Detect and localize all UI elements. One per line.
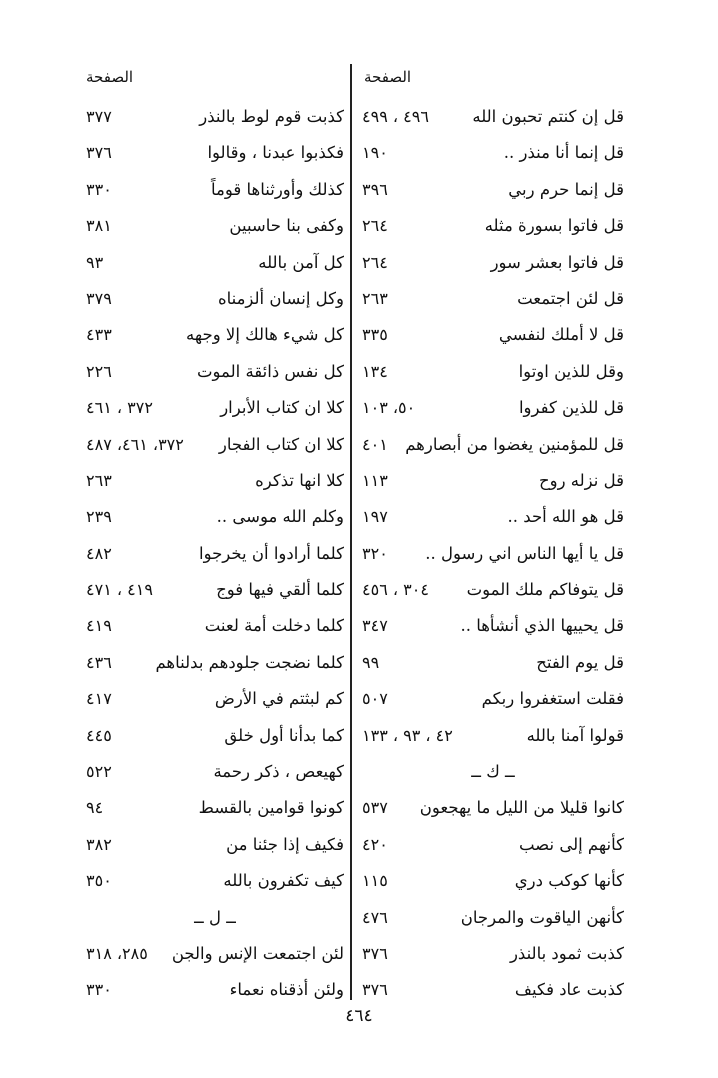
index-entry [362, 285, 624, 321]
entry-phrase: قل إنما أنا منذر .. [503, 143, 624, 163]
entry-phrase: وكل إنسان ألزمناه [217, 288, 344, 308]
entry-phrase: كونوا قوامين بالقسط [198, 798, 344, 818]
left-column-header: الصفحة [86, 68, 134, 86]
entry-phrase: قل فاتوا بعشر سور [490, 252, 624, 272]
entry-phrase: كذبت عاد فكيف [514, 980, 624, 1000]
entry-page-ref: ٣٨٢ [86, 834, 112, 854]
index-entry [86, 867, 344, 903]
index-entry [86, 467, 344, 503]
section-letter: ــ ل ــ [194, 907, 236, 927]
entry-phrase: كذبت قوم لوط بالنذر [199, 107, 344, 126]
entry-phrase: كل آمن بالله [258, 252, 344, 272]
entry-phrase: وقل للذين اوتوا [518, 361, 624, 381]
section-letter-heading [362, 758, 624, 794]
index-entry [362, 612, 624, 648]
entry-page-ref: ١٩٧ [362, 507, 388, 527]
entry-page-ref: ٤٢ ، ٩٣ ، ١٣٣ [362, 725, 453, 745]
index-entry [362, 249, 624, 285]
index-entry [86, 394, 344, 430]
entry-page-ref: ٢٦٣ [86, 470, 112, 490]
entry-phrase: كأنها كوكب دري [514, 871, 624, 891]
entry-page-ref: ٤٤٥ [86, 725, 112, 745]
entry-page-ref: ٣٠٤ ، ٤٥٦ [362, 580, 429, 600]
entry-phrase: قل يوم الفتح [536, 652, 624, 672]
entry-phrase: قولوا آمنا بالله [526, 725, 624, 745]
entry-page-ref: ٣٢٠ [362, 543, 388, 563]
index-entry [362, 139, 624, 175]
entry-phrase: كهيعص ، ذكر رحمة [213, 762, 344, 782]
entry-phrase: كذلك وأورثناها قوماً [210, 179, 344, 199]
entry-page-ref: ٢٢٦ [86, 361, 112, 381]
entry-page-ref: ٩٣ [86, 252, 104, 272]
entry-page-ref: ٤١٩ ، ٤٧١ [86, 580, 153, 600]
entry-phrase: كأنهم إلى نصب [518, 834, 624, 854]
entry-page-ref: ٥٠، ١٠٣ [362, 398, 416, 418]
entry-phrase: فكذبوا عبدنا ، وقالوا [207, 143, 344, 163]
entry-page-ref: ١١٣ [362, 470, 388, 490]
entry-page-ref: ٢٣٩ [86, 507, 112, 527]
index-entry [362, 940, 624, 976]
index-entry [362, 103, 624, 139]
index-entry [86, 758, 344, 794]
entry-phrase: ولئن أذقناه نعماء [229, 980, 344, 1000]
entry-page-ref: ٥٣٧ [362, 798, 388, 818]
index-entry [362, 794, 624, 830]
entry-page-ref: ١٣٤ [362, 361, 388, 381]
entry-page-ref: ٢٦٣ [362, 288, 388, 308]
entry-phrase: كيف تكفرون بالله [223, 871, 344, 891]
entry-phrase: قل يتوفاكم ملك الموت [466, 580, 624, 600]
index-entry [362, 467, 624, 503]
index-entry [86, 685, 344, 721]
index-entry [362, 431, 624, 467]
entry-phrase: قل يا أيها الناس اني رسول .. [425, 543, 624, 563]
index-entry [86, 321, 344, 357]
left-index-column [86, 103, 344, 1013]
column-divider [350, 64, 352, 1000]
index-entry [86, 212, 344, 248]
entry-phrase: كما بدأنا أول خلق [224, 725, 344, 745]
entry-phrase: كانوا قليلا من الليل ما يهجعون [419, 798, 624, 818]
entry-page-ref: ٣٧٩ [86, 288, 112, 308]
entry-phrase: قل لا أملك لنفسي [498, 325, 624, 345]
entry-phrase: كلما أرادوا أن يخرجوا [198, 543, 344, 563]
entry-page-ref: ٤٠١ [362, 434, 388, 454]
entry-page-ref: ٣٧٧ [86, 107, 112, 126]
index-entry [86, 103, 344, 139]
index-entry [86, 285, 344, 321]
index-entry [362, 831, 624, 867]
index-entry [362, 212, 624, 248]
index-entry [362, 176, 624, 212]
entry-page-ref: ٤٩٦ ، ٤٩٩ [362, 107, 429, 126]
index-entry [362, 867, 624, 903]
entry-phrase: قل للذين كفروا [518, 398, 624, 418]
entry-page-ref: ٣٧٢ ، ٤٦١ [86, 398, 153, 418]
index-entry [362, 722, 624, 758]
entry-phrase: كذبت ثمود بالنذر [509, 943, 624, 963]
index-entry [86, 576, 344, 612]
entry-page-ref: ٣٧٦ [362, 980, 388, 1000]
entry-page-ref: ٩٩ [362, 652, 380, 672]
index-entry [362, 540, 624, 576]
index-entry [362, 904, 624, 940]
entry-phrase: قل نزله روح [538, 470, 624, 490]
index-entry [86, 794, 344, 830]
index-entry [86, 722, 344, 758]
index-entry [362, 394, 624, 430]
entry-page-ref: ٤٧٦ [362, 907, 388, 927]
entry-phrase: كم لبثتم في الأرض [214, 689, 344, 709]
entry-phrase: كل شيء هالك إلا وجهه [186, 325, 344, 345]
entry-page-ref: ٤٨٢ [86, 543, 112, 563]
index-entry [86, 358, 344, 394]
entry-page-ref: ٣٧٢، ٤٦١، ٤٨٧ [86, 434, 184, 454]
entry-phrase: قل إن كنتم تحبون الله [472, 107, 624, 126]
entry-page-ref: ٣٥٠ [86, 871, 112, 891]
entry-page-ref: ٤١٧ [86, 689, 112, 709]
entry-page-ref: ٩٤ [86, 798, 104, 818]
entry-page-ref: ١٩٠ [362, 143, 388, 163]
index-entry [362, 503, 624, 539]
index-entry [86, 249, 344, 285]
entry-phrase: قل فاتوا بسورة مثله [484, 216, 624, 236]
entry-phrase: كلما نضجت جلودهم بدلناهم [155, 652, 344, 672]
entry-phrase: قل هو الله أحد .. [507, 507, 624, 527]
entry-page-ref: ٥٢٢ [86, 762, 112, 782]
entry-phrase: كلا ان كتاب الأبرار [220, 398, 344, 418]
entry-page-ref: ٣٤٧ [362, 616, 388, 636]
entry-page-ref: ٣٨١ [86, 216, 112, 236]
page-number: ٤٦٤ [345, 1006, 373, 1026]
entry-phrase: وكلم الله موسى .. [216, 507, 344, 527]
right-column-header: الصفحة [364, 68, 412, 86]
entry-page-ref: ٥٠٧ [362, 689, 388, 709]
entry-page-ref: ٣٩٦ [362, 179, 388, 199]
section-letter: ــ ك ــ [471, 762, 515, 782]
entry-phrase: قل لئن اجتمعت [517, 288, 624, 308]
entry-phrase: فكيف إذا جئنا من [226, 834, 344, 854]
entry-phrase: كلما ألقي فيها فوج [216, 580, 344, 600]
section-letter-heading [86, 904, 344, 940]
entry-page-ref: ٤٣٦ [86, 652, 112, 672]
entry-page-ref: ٣٧٦ [86, 143, 112, 163]
entry-phrase: كلا ان كتاب الفجار [218, 434, 344, 454]
entry-page-ref: ٢٦٤ [362, 216, 388, 236]
entry-page-ref: ٢٨٥، ٣١٨ [86, 943, 148, 963]
entry-phrase: قل يحييها الذي أنشأها .. [460, 616, 624, 636]
entry-page-ref: ٣٣٥ [362, 325, 388, 345]
entry-page-ref: ١١٥ [362, 871, 388, 891]
entry-phrase: كأنهن الياقوت والمرجان [460, 907, 624, 927]
index-entry [362, 649, 624, 685]
entry-phrase: وكفى بنا حاسبين [229, 216, 344, 236]
index-entry [86, 431, 344, 467]
index-entry [86, 139, 344, 175]
entry-page-ref: ٤٢٠ [362, 834, 388, 854]
entry-phrase: كلما دخلت أمة لعنت [204, 616, 344, 636]
index-entry [86, 540, 344, 576]
index-entry [362, 685, 624, 721]
entry-phrase: كلا انها تذكره [255, 470, 344, 490]
entry-page-ref: ٣٣٠ [86, 179, 112, 199]
index-entry [362, 358, 624, 394]
index-entry [86, 831, 344, 867]
entry-page-ref: ٣٣٠ [86, 980, 112, 1000]
entry-page-ref: ٤١٩ [86, 616, 112, 636]
index-entry [86, 940, 344, 976]
index-entry [362, 576, 624, 612]
entry-page-ref: ٤٣٣ [86, 325, 112, 345]
entry-phrase: كل نفس ذائقة الموت [197, 361, 344, 381]
entry-phrase: فقلت استغفروا ربكم [481, 689, 624, 709]
entry-page-ref: ٣٧٦ [362, 943, 388, 963]
entry-phrase: قل إنما حرم ربي [508, 179, 624, 199]
entry-page-ref: ٢٦٤ [362, 252, 388, 272]
entry-phrase: لئن اجتمعت الإنس والجن [171, 943, 344, 963]
index-entry [86, 612, 344, 648]
index-entry [86, 176, 344, 212]
entry-phrase: قل للمؤمنين يغضوا من أبصارهم [405, 434, 624, 454]
index-entry [362, 321, 624, 357]
index-entry [86, 503, 344, 539]
index-entry [86, 649, 344, 685]
right-index-column [362, 103, 624, 1013]
